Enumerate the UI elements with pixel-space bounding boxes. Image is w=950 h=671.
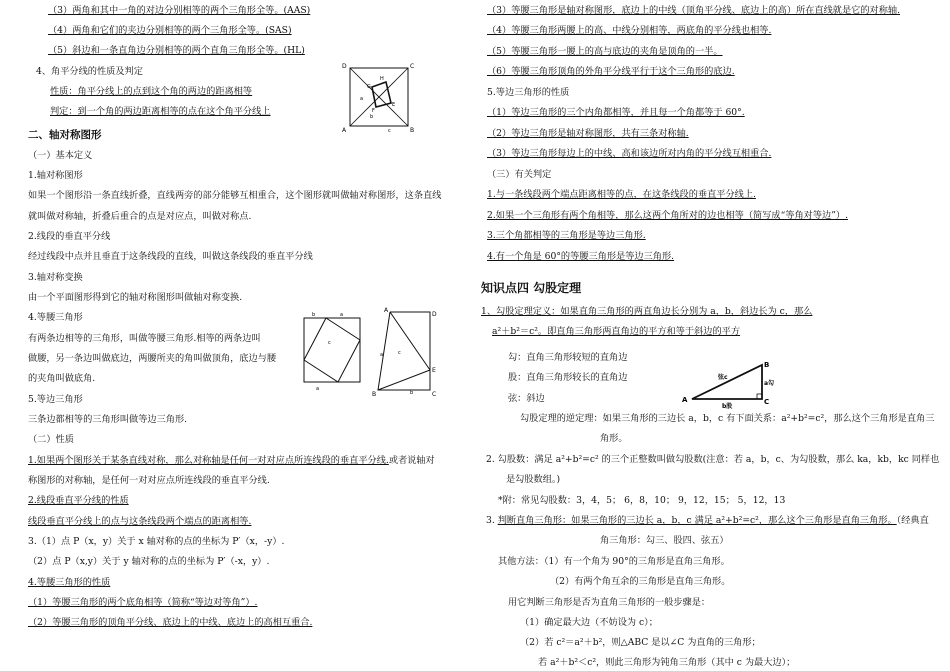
label-gou: a勾 [764,380,775,387]
text-line: 是勾股数组。) [506,474,561,485]
text-line: 2.线段的垂直平分线 [28,231,111,242]
text-line: （3）等边三角形每边上的中线、高和该边所对内角的平分线互相重合. [487,148,772,159]
label-A: A [384,307,389,314]
text-line: 1.与一条线段两个端点距离相等的点，在这条线段的垂直平分线上. [487,189,756,200]
label-hypotenuse: 弦c [718,374,728,381]
right-triangle-figure [680,357,790,409]
text-line: （三）有关判定 [487,169,552,180]
text-line [486,515,929,527]
text-line: 2.如果一个三角形有两个角相等，那么这两个角所对的边也相等（简写成“等角对等边”）. [487,210,849,221]
text-line: （3）等腰三角形是轴对称图形，底边上的中线（顶角平分线、底边上的高）所在直线就是它的对称轴. [487,5,901,16]
label-b: b [312,312,316,318]
text-line: 4.等腰三角形 [28,312,83,323]
label-A: A [682,396,688,404]
text-span: （经典直 [896,515,929,526]
text-line: 2. 勾股数：满足 a²+b²=c² 的三个正整数叫做勾股数(注意：若 a，b，c、为勾股数，那么 ka，kb，kc 同样也 [486,454,940,465]
text-line: 勾：直角三角形较短的直角边 [508,352,628,363]
text-line: （2）等腰三角形的顶角平分线、底边上的中线、底边上的高相互重合. [28,617,313,628]
label-E: E [432,367,436,374]
text-line: 角三角形：勾三、股四、弦五） [600,535,729,546]
text-line: （一）基本定义 [28,150,93,161]
text-line: 3.三个角都相等的三角形是等边三角形. [487,230,646,241]
text-line: （2）点 P（x,y）关于 y 轴对称的点的坐标为 P′（-x，y）. [28,556,270,567]
label-E: E [392,102,396,108]
text-line [28,455,435,467]
text-line: 3.轴对称变换 [28,272,83,283]
trapezoid-figure [370,306,440,398]
label-B: B [764,361,770,369]
text-line: 有两条边相等的三角形，叫做等腰三角形.相等的两条边叫 [28,333,261,344]
text-line: 4.等腰三角形的性质 [28,577,111,588]
text-line: 5.等边三角形的性质 [487,87,570,98]
text-line: （2）若 c²＝a²＋b²，则△ABC 是以∠C 为直角的三角形； [520,637,761,648]
label-b: b [370,114,374,120]
label-H: H [380,76,384,82]
label-a: a [380,352,384,358]
text-line: （5）斜边和一条直角边分别相等的两个直角三角形全等。(HL) [48,45,305,56]
text-line: 三条边都相等的三角形叫做等边三角形. [28,414,188,425]
label-G: G [367,84,371,90]
underlined-text: 判断直角三角形：如果三角形的三边长 a，b，c 满足 a²+b²=c²，那么这个三角形是直角三角形。 [497,515,897,526]
text-line: （1）等腰三角形的两个底角相等（简称“等边对等角”）. [28,597,258,608]
text-line: 4.有一个角是 60°的等腰三角形是等边三角形. [487,251,675,262]
label-C: C [410,63,415,70]
text-line: （4）两角和它们的夹边分别相等的两个三角形全等。(SAS) [48,25,292,36]
square-proof-figure [340,60,420,138]
text-span: 3. [486,515,498,526]
label-B: B [410,127,415,134]
section-heading: 二、轴对称图形 [28,129,102,141]
text-line: a²＋b²＝c²。即直角三角形两直角边的平方和等于斜边的平方 [492,326,741,337]
text-line: 1.轴对称图形 [28,170,83,181]
text-line: 勾股定理的逆定理：如果三角形的三边长 a，b，c 有下面关系：a²+b²=c²，那么这个三角形是直角三 [520,413,935,424]
label-D: D [432,311,437,318]
text-line: 弦：斜边 [508,393,545,404]
text-line: 如果一个图形沿一条直线折叠，直线两旁的部分能够互相重合，这个图形就叫做轴对称图形，这条直线 [28,190,442,201]
rotated-square-figure [296,310,366,392]
label-c: c [398,350,401,356]
text-line: （1）等边三角形的三个内角都相等，并且每一个角都等于 60°. [487,107,745,118]
text-line: （5）等腰三角形一腰上的高与底边的夹角是顶角的一半。 [487,46,723,57]
underlined-text: 1.如果两个图形关于某条直线对称，那么对称轴是任何一对对应点所连线段的垂直平分线. [28,455,389,466]
label-C: C [432,391,437,398]
label-D: D [342,63,347,70]
text-line: *附：常见勾股数：3，4，5； 6，8，10； 9，12，15； 5，12，13 [498,495,786,506]
text-line: 若 a²＋b²＜c²，则此三角形为钝角三角形（其中 c 为最大边）； [538,657,796,668]
label-c: c [388,128,391,134]
text-line: （4）等腰三角形两腰上的高、中线分别相等，两底角的平分线也相等. [487,25,772,36]
text-line: （1）确定最大边（不妨设为 c）； [520,617,658,628]
text-line: 称图形的对称轴，是任何一对对应点所连线段的垂直平分线. [28,475,270,486]
text-line: 用它判断三角形是否为直角三角形的一般步骤是： [508,597,711,608]
label-a-bottom: a [316,386,320,392]
text-line: 的夹角叫做底角. [28,373,96,384]
text-line: 判定：到一个角的两边距离相等的点在这个角平分线上 [50,106,271,117]
label-a: a [360,96,364,102]
text-line: 股：直角三角形较长的直角边 [508,372,628,383]
label-b: b [410,390,414,396]
label-F: F [372,108,375,114]
section-heading: 知识点四 勾股定理 [481,281,582,295]
label-c: c [328,340,331,346]
text-line: 2.线段垂直平分线的性质 [28,495,129,506]
text-line: 做腰，另一条边叫做底边，两腰所夹的角叫做顶角，底边与腰 [28,353,277,364]
text-line: 3.（1）点 P（x，y）关于 x 轴对称的点的坐标为 P′（x，-y）. [28,536,285,547]
text-line: 其他方法：（1）有一个角为 90°的三角形是直角三角形。 [498,556,730,567]
text-line: 经过线段中点并且垂直于这条线段的直线，叫做这条线段的垂直平分线 [28,251,313,262]
text-line: 由一个平面图形得到它的轴对称图形叫做轴对称变换. [28,292,243,303]
text-line: 1、勾股定理定义：如果直角三角形的两直角边长分别为 a，b，斜边长为 c，那么 [481,306,813,317]
text-line: （2）有两个角互余的三角形是直角三角形。 [550,576,731,587]
text-line: （二）性质 [28,434,74,445]
text-span: 或者说轴对 [388,455,435,466]
text-line: 5.等边三角形 [28,394,83,405]
text-line: （3）两角和其中一角的对边分别相等的两个三角形全等。(AAS) [48,5,311,16]
text-line: 4、角平分线的性质及判定 [36,66,143,77]
text-line: 角形。 [600,433,628,444]
label-gu: b股 [722,403,733,409]
label-C: C [764,398,770,406]
text-line: 性质：角平分线上的点到这个角的两边的距离相等 [50,86,253,97]
text-line: 就叫做对称轴，折叠后重合的点是对应点，叫做对称点. [28,211,252,222]
text-line: 线段垂直平分线上的点与这条线段两个端点的距离相等. [28,516,252,527]
label-A: A [342,127,347,134]
label-a: a [340,312,344,318]
text-line: （2）等边三角形是轴对称图形，共有三条对称轴. [487,128,689,139]
label-B: B [372,391,377,398]
text-line: （6）等腰三角形顶角的外角平分线平行于这个三角形的底边. [487,66,735,77]
